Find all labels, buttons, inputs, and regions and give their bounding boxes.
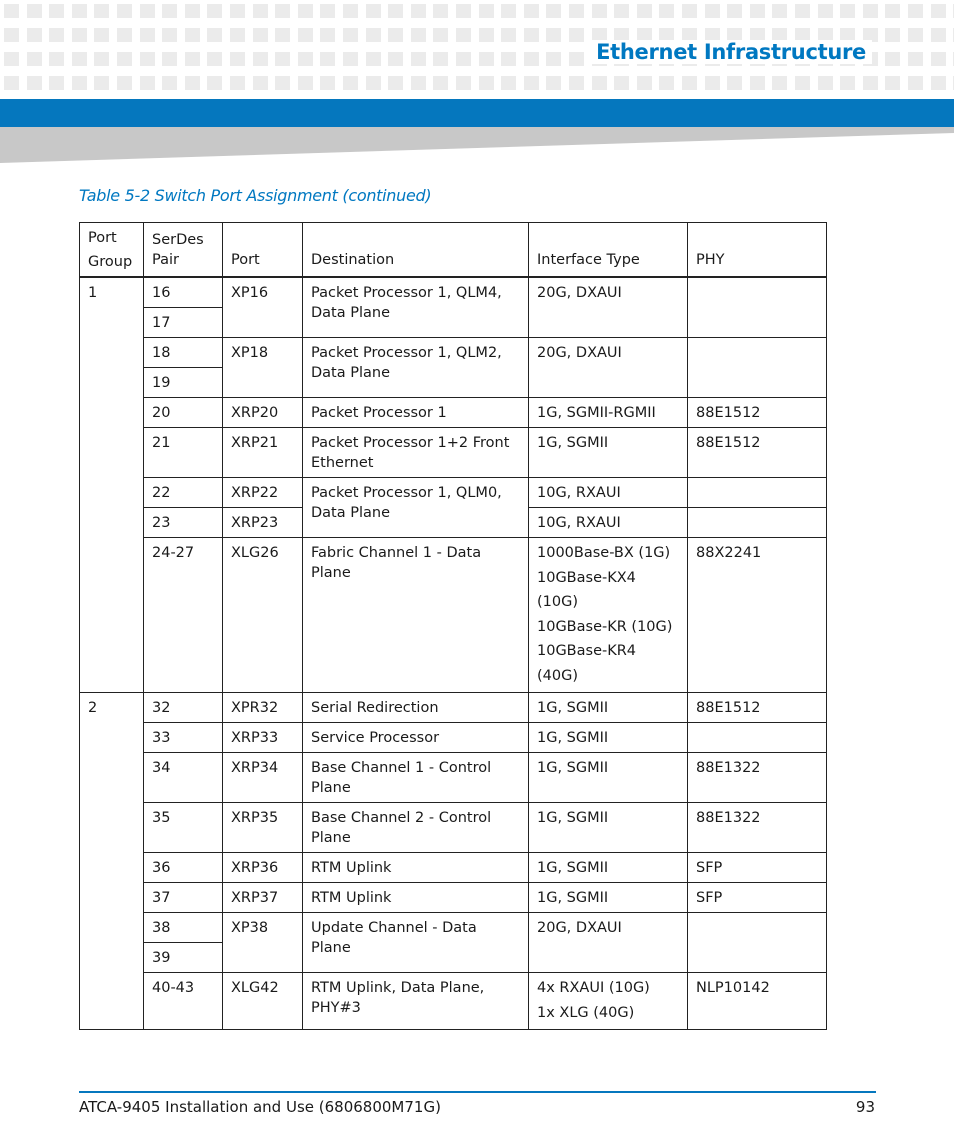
pattern-square: [298, 52, 313, 66]
serdes-pair-cell: 19: [144, 368, 223, 398]
switch-port-table: [79, 222, 827, 1030]
pattern-square: [818, 4, 833, 18]
pattern-square: [94, 28, 109, 42]
pattern-square: [343, 52, 358, 66]
pattern-square: [727, 76, 742, 90]
interface-type-line: 10GBase-KR (10G): [537, 618, 673, 635]
interface-type-cell: 20G, DXAUI: [529, 913, 688, 973]
pattern-square: [885, 76, 900, 90]
destination-cell: Packet Processor 1, QLM2, Data Plane: [303, 338, 529, 398]
pattern-square: [140, 52, 155, 66]
pattern-square: [275, 52, 290, 66]
pattern-square: [931, 76, 946, 90]
interface-type-cell: 10G, RXAUI: [529, 508, 688, 538]
pattern-square: [411, 52, 426, 66]
pattern-square: [479, 76, 494, 90]
page-number: 93: [855, 1098, 875, 1116]
pattern-square: [456, 28, 471, 42]
destination-cell: RTM Uplink: [303, 883, 529, 913]
port-cell: XLG42: [223, 973, 303, 1030]
pattern-square: [72, 76, 87, 90]
pattern-square: [569, 76, 584, 90]
pattern-square: [818, 76, 833, 90]
pattern-square: [524, 4, 539, 18]
phy-cell: [688, 277, 827, 338]
pattern-square: [863, 4, 878, 18]
pattern-square: [27, 28, 42, 42]
pattern-square: [275, 28, 290, 42]
pattern-square: [207, 76, 222, 90]
pattern-square: [682, 4, 697, 18]
serdes-pair-cell: 39: [144, 943, 223, 973]
interface-type-line: 1x XLG (40G): [537, 1004, 635, 1021]
pattern-square: [230, 52, 245, 66]
table-row: [80, 803, 827, 853]
column-header-serdes-pair: [144, 223, 223, 278]
pattern-square: [433, 4, 448, 18]
pattern-square: [185, 52, 200, 66]
pattern-square: [908, 28, 923, 42]
pattern-square: [27, 76, 42, 90]
pattern-square: [140, 28, 155, 42]
destination-cell: Fabric Channel 1 - Data Plane: [303, 538, 529, 693]
pattern-square: [546, 52, 561, 66]
pattern-square: [659, 76, 674, 90]
pattern-square: [320, 76, 335, 90]
serdes-header-line: Pair: [152, 252, 179, 268]
pattern-square: [433, 28, 448, 42]
pattern-square: [456, 4, 471, 18]
table-row: [80, 428, 827, 478]
table-row: [80, 693, 827, 723]
pattern-square: [298, 76, 313, 90]
port-group-cell: 1: [80, 277, 144, 693]
interface-type-cell: 10G, RXAUI: [529, 478, 688, 508]
serdes-pair-cell: 20: [144, 398, 223, 428]
pattern-square: [795, 4, 810, 18]
pattern-square: [501, 52, 516, 66]
interface-type-line: 10GBase-KX4 (10G): [537, 569, 636, 610]
pattern-square: [140, 4, 155, 18]
pattern-square: [49, 4, 64, 18]
serdes-pair-cell: 21: [144, 428, 223, 478]
interface-type-line: 4x RXAUI (10G): [537, 980, 650, 996]
phy-cell: 88E1512: [688, 398, 827, 428]
phy-cell: NLP10142: [688, 973, 827, 1030]
serdes-pair-cell: 23: [144, 508, 223, 538]
pattern-square: [49, 52, 64, 66]
pattern-square: [840, 4, 855, 18]
pattern-square: [162, 4, 177, 18]
pattern-square: [388, 76, 403, 90]
serdes-pair-cell: 36: [144, 853, 223, 883]
pattern-square: [908, 52, 923, 66]
pattern-square: [682, 76, 697, 90]
pattern-square: [592, 76, 607, 90]
serdes-pair-cell: 34: [144, 753, 223, 803]
table-row: [80, 338, 827, 368]
destination-cell: Packet Processor 1: [303, 398, 529, 428]
interface-type-cell: 1G, SGMII: [529, 723, 688, 753]
pattern-square: [569, 4, 584, 18]
destination-cell: Packet Processor 1+2 Front Ethernet: [303, 428, 529, 478]
pattern-square: [931, 52, 946, 66]
pattern-square: [388, 28, 403, 42]
pattern-square: [411, 76, 426, 90]
phy-cell: 88E1322: [688, 753, 827, 803]
phy-cell: 88E1512: [688, 428, 827, 478]
pattern-square: [343, 28, 358, 42]
pattern-square: [27, 52, 42, 66]
interface-type-cell: 1G, SGMII: [529, 803, 688, 853]
pattern-square: [49, 76, 64, 90]
pattern-square: [705, 4, 720, 18]
destination-cell: RTM Uplink: [303, 853, 529, 883]
port-cell: XRP36: [223, 853, 303, 883]
pattern-square: [320, 4, 335, 18]
destination-cell: Packet Processor 1, QLM0, Data Plane: [303, 478, 529, 538]
pattern-square: [750, 4, 765, 18]
port-cell: XRP34: [223, 753, 303, 803]
pattern-square: [298, 4, 313, 18]
port-cell: XRP21: [223, 428, 303, 478]
section-title: Ethernet Infrastructure: [590, 40, 872, 64]
interface-type-cell: 1G, SGMII: [529, 693, 688, 723]
pattern-square: [230, 28, 245, 42]
pattern-square: [546, 76, 561, 90]
pattern-square: [411, 4, 426, 18]
pattern-square: [456, 52, 471, 66]
pattern-square: [207, 4, 222, 18]
pattern-square: [72, 4, 87, 18]
pattern-square: [614, 76, 629, 90]
interface-type-cell: 1G, SGMII: [529, 753, 688, 803]
pattern-square: [772, 76, 787, 90]
pattern-square: [772, 4, 787, 18]
port-cell: XRP22: [223, 478, 303, 508]
serdes-pair-cell: 16: [144, 277, 223, 308]
footer-rule: [79, 1091, 876, 1093]
pattern-square: [117, 28, 132, 42]
serdes-pair-cell: 38: [144, 913, 223, 943]
pattern-square: [207, 52, 222, 66]
pattern-square: [72, 52, 87, 66]
destination-cell: Update Channel - Data Plane: [303, 913, 529, 973]
pattern-square: [524, 76, 539, 90]
pattern-square: [637, 4, 652, 18]
phy-cell: [688, 913, 827, 973]
table-header-row: [80, 223, 827, 278]
port-cell: XRP33: [223, 723, 303, 753]
destination-cell: Base Channel 1 - Control Plane: [303, 753, 529, 803]
interface-type-cell: [529, 973, 688, 1030]
pattern-square: [524, 52, 539, 66]
pattern-square: [185, 28, 200, 42]
pattern-square: [750, 76, 765, 90]
pattern-square: [637, 76, 652, 90]
pattern-square: [320, 28, 335, 42]
pattern-square: [501, 28, 516, 42]
pattern-square: [863, 76, 878, 90]
port-cell: XRP37: [223, 883, 303, 913]
interface-type-cell: 20G, DXAUI: [529, 277, 688, 338]
interface-type-cell: 1G, SGMII: [529, 883, 688, 913]
pattern-square: [162, 28, 177, 42]
column-header-phy: PHY: [688, 223, 827, 278]
pattern-square: [931, 28, 946, 42]
pattern-square: [343, 4, 358, 18]
pattern-square: [659, 4, 674, 18]
interface-type-cell: 1G, SGMII: [529, 428, 688, 478]
port-cell: XRP23: [223, 508, 303, 538]
pattern-square: [343, 76, 358, 90]
pattern-square: [931, 4, 946, 18]
pattern-square: [117, 76, 132, 90]
pattern-square: [49, 28, 64, 42]
pattern-square: [185, 4, 200, 18]
port-cell: XLG26: [223, 538, 303, 693]
pattern-square: [433, 52, 448, 66]
serdes-pair-cell: 33: [144, 723, 223, 753]
pattern-square: [27, 4, 42, 18]
pattern-square: [885, 28, 900, 42]
phy-cell: [688, 508, 827, 538]
column-header-destination: Destination: [303, 223, 529, 278]
pattern-square: [592, 4, 607, 18]
pattern-square: [614, 4, 629, 18]
table-row: [80, 853, 827, 883]
serdes-pair-cell: 35: [144, 803, 223, 853]
pattern-square: [366, 52, 381, 66]
table-row: [80, 478, 827, 508]
pattern-square: [230, 76, 245, 90]
phy-cell: 88X2241: [688, 538, 827, 693]
table-row: [80, 277, 827, 308]
table-row: [80, 538, 827, 693]
pattern-square: [162, 52, 177, 66]
pattern-square: [411, 28, 426, 42]
serdes-pair-cell: 22: [144, 478, 223, 508]
pattern-square: [185, 76, 200, 90]
pattern-square: [275, 4, 290, 18]
pattern-square: [546, 4, 561, 18]
pattern-square: [4, 28, 19, 42]
pattern-square: [94, 4, 109, 18]
interface-type-line: 10GBase-KR4 (40G): [537, 643, 637, 684]
pattern-square: [569, 28, 584, 42]
pattern-square: [4, 52, 19, 66]
destination-cell: Service Processor: [303, 723, 529, 753]
pattern-square: [366, 28, 381, 42]
table-row: [80, 883, 827, 913]
port-group-header-line: Group: [88, 254, 133, 270]
serdes-pair-cell: 40-43: [144, 973, 223, 1030]
pattern-square: [275, 76, 290, 90]
table-row: [80, 398, 827, 428]
pattern-square: [433, 76, 448, 90]
serdes-pair-cell: 17: [144, 308, 223, 338]
column-header-port: Port: [223, 223, 303, 278]
destination-cell: Base Channel 2 - Control Plane: [303, 803, 529, 853]
pattern-square: [117, 4, 132, 18]
table-row: [80, 913, 827, 943]
phy-cell: [688, 723, 827, 753]
footer-document-title: ATCA-9405 Installation and Use (6806800M71G): [79, 1098, 441, 1116]
table-body: [80, 277, 827, 1030]
pattern-square: [4, 76, 19, 90]
port-cell: XP18: [223, 338, 303, 398]
pattern-square: [524, 28, 539, 42]
serdes-pair-cell: 24-27: [144, 538, 223, 693]
serdes-pair-cell: 18: [144, 338, 223, 368]
port-cell: XRP35: [223, 803, 303, 853]
destination-cell: Serial Redirection: [303, 693, 529, 723]
pattern-square: [546, 28, 561, 42]
pattern-square: [388, 52, 403, 66]
pattern-square: [727, 4, 742, 18]
pattern-square: [479, 4, 494, 18]
interface-type-cell: 1G, SGMII-RGMII: [529, 398, 688, 428]
pattern-square: [501, 76, 516, 90]
phy-cell: [688, 478, 827, 508]
interface-type-cell: [529, 538, 688, 693]
phy-cell: 88E1512: [688, 693, 827, 723]
pattern-square: [230, 4, 245, 18]
column-header-interface-type: Interface Type: [529, 223, 688, 278]
pattern-square: [72, 28, 87, 42]
phy-cell: SFP: [688, 853, 827, 883]
pattern-square: [140, 76, 155, 90]
port-cell: XP38: [223, 913, 303, 973]
port-cell: XRP20: [223, 398, 303, 428]
pattern-square: [479, 28, 494, 42]
phy-cell: 88E1322: [688, 803, 827, 853]
pattern-square: [885, 52, 900, 66]
phy-cell: SFP: [688, 883, 827, 913]
phy-cell: [688, 338, 827, 398]
port-cell: XP16: [223, 277, 303, 338]
table-row: [80, 973, 827, 1030]
table-caption: Table 5-2 Switch Port Assignment (continued): [79, 186, 432, 205]
destination-cell: RTM Uplink, Data Plane, PHY#3: [303, 973, 529, 1030]
pattern-square: [253, 76, 268, 90]
pattern-square: [795, 76, 810, 90]
pattern-square: [569, 52, 584, 66]
table-row: [80, 723, 827, 753]
pattern-square: [253, 4, 268, 18]
port-cell: XPR32: [223, 693, 303, 723]
interface-type-cell: 1G, SGMII: [529, 853, 688, 883]
column-header-port-group: [80, 223, 144, 278]
pattern-square: [479, 52, 494, 66]
pattern-square: [207, 28, 222, 42]
header-blue-band: [0, 99, 954, 127]
pattern-square: [366, 4, 381, 18]
port-group-cell: 2: [80, 693, 144, 1030]
pattern-square: [908, 4, 923, 18]
serdes-header-line: SerDes: [152, 232, 204, 248]
destination-cell: Packet Processor 1, QLM4, Data Plane: [303, 277, 529, 338]
serdes-pair-cell: 37: [144, 883, 223, 913]
pattern-square: [162, 76, 177, 90]
pattern-square: [456, 76, 471, 90]
pattern-square: [4, 4, 19, 18]
pattern-square: [253, 28, 268, 42]
pattern-square: [320, 52, 335, 66]
pattern-square: [94, 52, 109, 66]
pattern-square: [117, 52, 132, 66]
pattern-square: [298, 28, 313, 42]
pattern-square: [908, 76, 923, 90]
interface-type-line: 1000Base-BX (1G): [537, 545, 671, 561]
pattern-square: [885, 4, 900, 18]
pattern-square: [705, 76, 720, 90]
interface-type-cell: 20G, DXAUI: [529, 338, 688, 398]
pattern-square: [253, 52, 268, 66]
table-row: [80, 753, 827, 803]
pattern-square: [501, 4, 516, 18]
header-gray-wedge: [0, 127, 954, 163]
serdes-pair-cell: 32: [144, 693, 223, 723]
port-group-header-line: Port: [88, 230, 117, 246]
pattern-square: [388, 4, 403, 18]
pattern-square: [94, 76, 109, 90]
pattern-square: [366, 76, 381, 90]
pattern-square: [840, 76, 855, 90]
